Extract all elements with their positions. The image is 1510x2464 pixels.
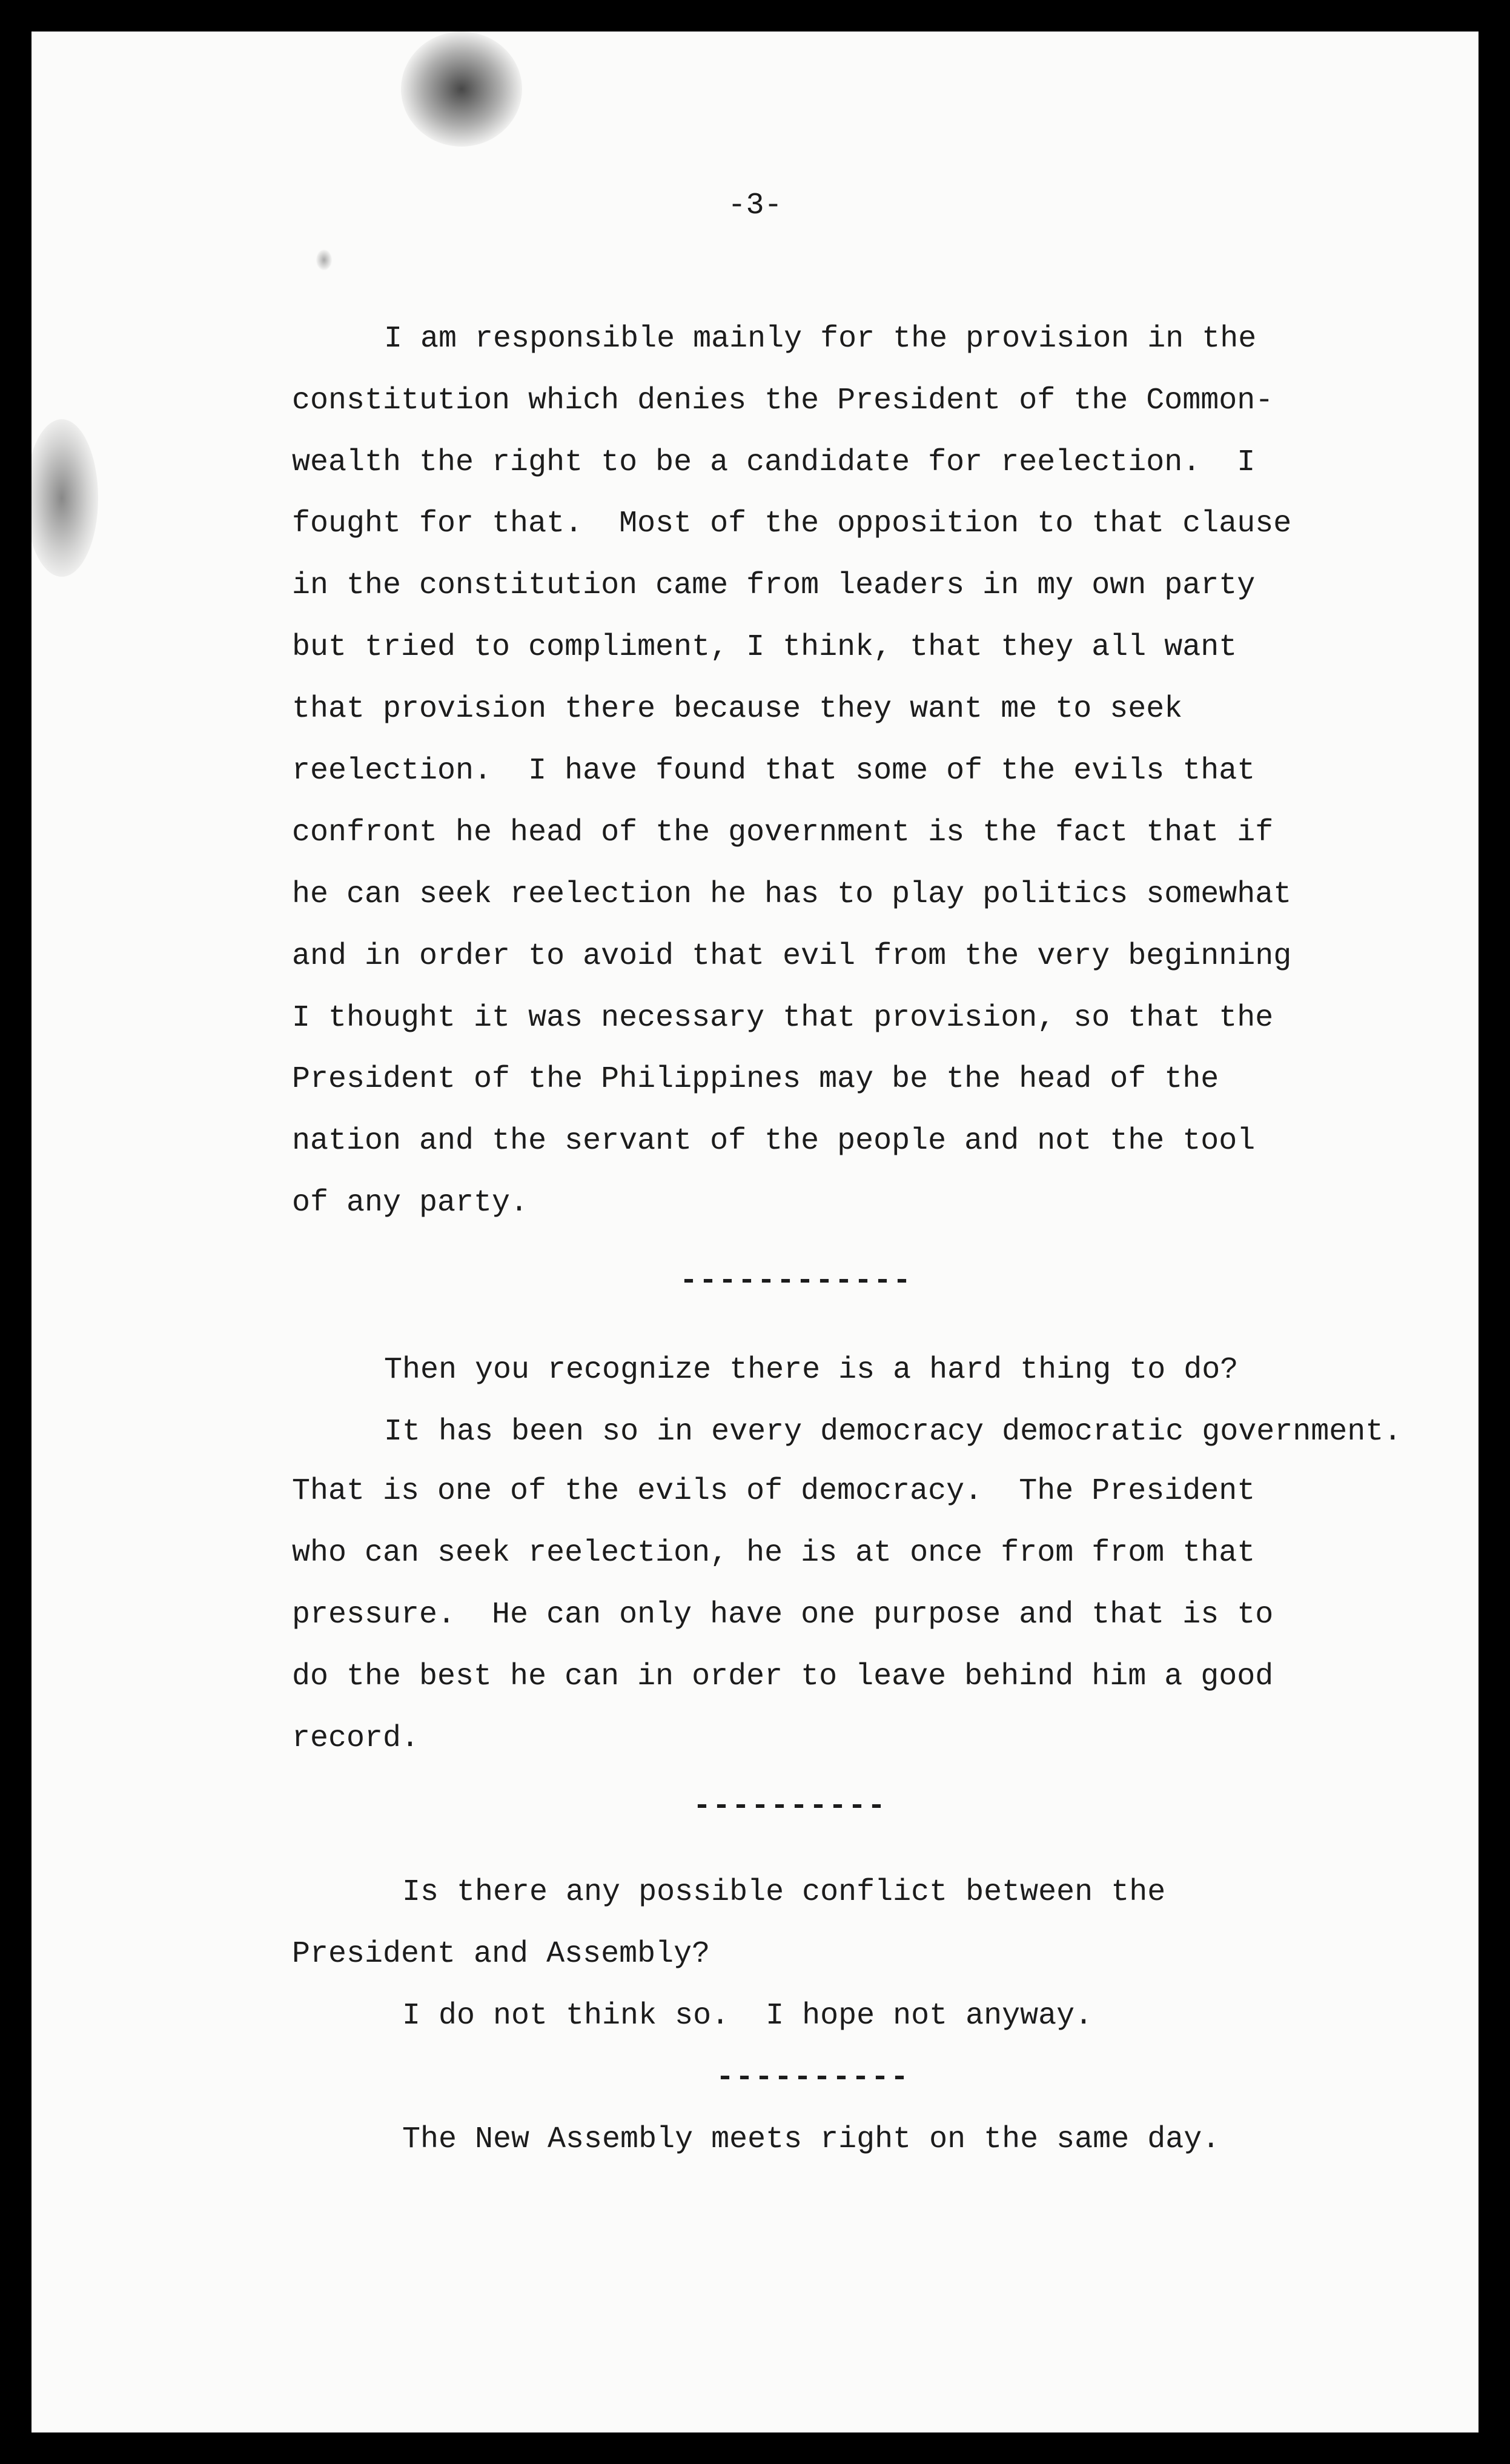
text-line: but tried to compliment, I think, that they all want <box>292 630 1237 665</box>
text-line: wealth the right to be a candidate for reelection. I <box>292 445 1256 480</box>
text-line: nation and the servant of the people and not the tool <box>292 1124 1256 1158</box>
text-line: I am responsible mainly for the provision in the <box>384 322 1257 356</box>
ink-smudge <box>401 32 522 147</box>
page-number: -3- <box>727 188 783 223</box>
text-line: I do not think so. I hope not anyway. <box>402 1999 1093 2033</box>
text-line: President of the Philippines may be the head of the <box>292 1062 1219 1097</box>
section-divider: ------------ <box>680 1264 913 1298</box>
text-line: fought for that. Most of the opposition to that clause <box>292 506 1292 541</box>
text-line: That is one of the evils of democracy. The President <box>292 1474 1256 1509</box>
text-line: constitution which denies the President of the Common- <box>292 384 1274 418</box>
text-line: It has been so in every democracy democratic government. <box>384 1415 1402 1449</box>
ink-speck <box>316 250 332 270</box>
text-line: record. <box>292 1721 420 1756</box>
text-line: in the constitution came from leaders in my own party <box>292 568 1256 603</box>
text-line: confront he head of the government is the fact that if <box>292 815 1274 850</box>
text-line: and in order to avoid that evil from the very beginning <box>292 939 1292 974</box>
text-line: he can seek reelection he has to play politics somewhat <box>292 877 1292 912</box>
text-line: that provision there because they want me to seek <box>292 692 1183 726</box>
text-line: do the best he can in order to leave behind him a good <box>292 1659 1274 1694</box>
text-line: who can seek reelection, he is at once from from that <box>292 1536 1256 1570</box>
text-line: of any party. <box>292 1186 529 1220</box>
text-line: Then you recognize there is a hard thing to do? <box>384 1353 1239 1387</box>
text-line: President and Assembly? <box>292 1937 710 1971</box>
ink-smudge <box>31 419 98 577</box>
section-divider: ---------- <box>693 1789 887 1824</box>
text-line: pressure. He can only have one purpose and that is to <box>292 1598 1274 1632</box>
document-page <box>31 32 1479 2432</box>
text-line: Is there any possible conflict between the <box>402 1875 1166 1910</box>
text-line: reelection. I have found that some of the evils that <box>292 754 1256 788</box>
section-divider: ---------- <box>716 2061 910 2095</box>
text-line: I thought it was necessary that provision, so that the <box>292 1001 1274 1035</box>
text-line: The New Assembly meets right on the same day. <box>402 2122 1220 2157</box>
